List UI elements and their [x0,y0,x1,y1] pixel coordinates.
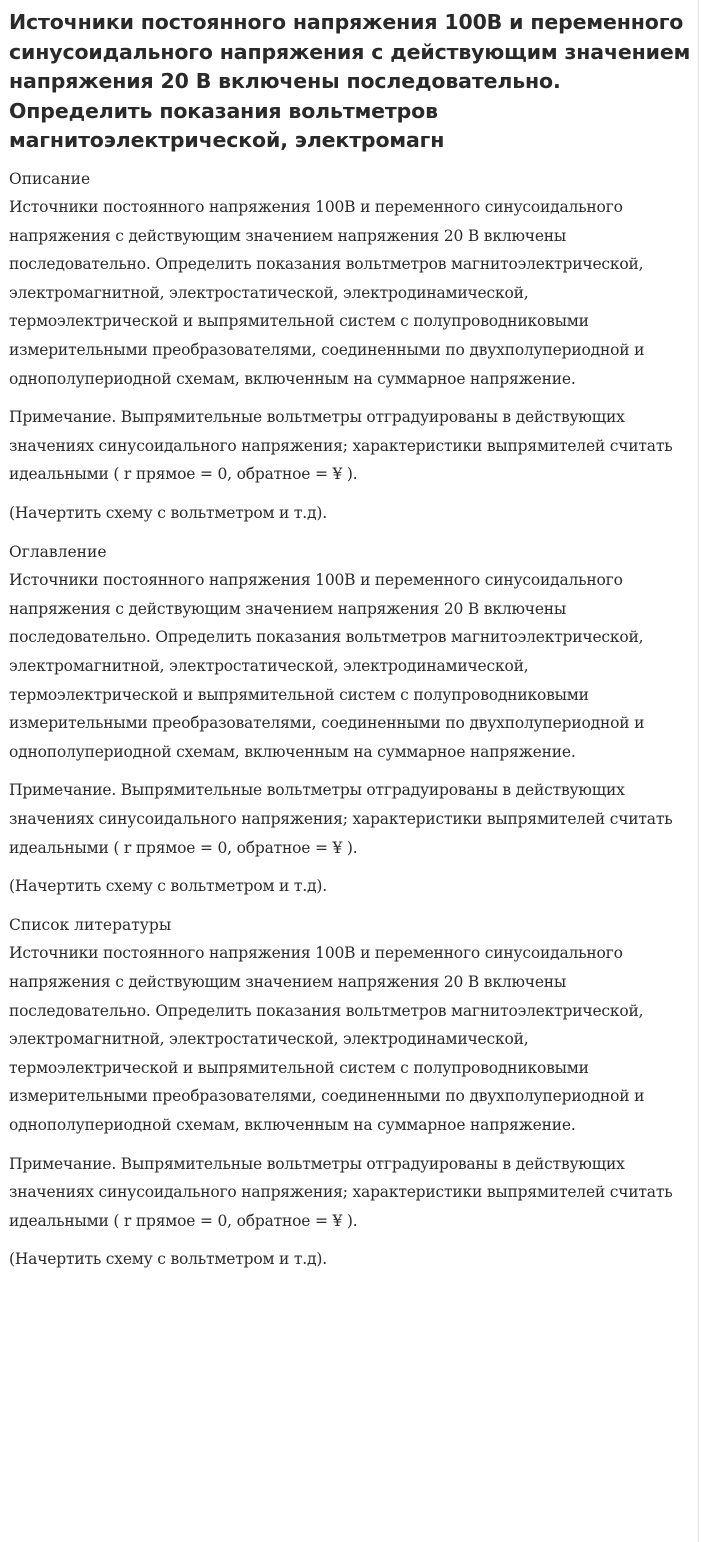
section-label-description: Описание [9,169,91,188]
page-title: Источники постоянного напряжения 100В и переменного синусоидального напряжения с действующим значением напряжения 20 В включены последовательно. Определить показания вольтметров магнитоэлектрической, электромагн [9,10,691,152]
section-label-contents: Оглавление [9,542,107,561]
section-label-references: Список литературы [9,915,172,934]
references-paragraph-note: Примечание. Выпрямительные вольтметры отградуированы в действующих значениях синусоидального напряжения; характеристики выпрямителей считать идеальными ( r прямое = 0, обратное = ¥ ). [9,1154,673,1230]
references-paragraph-main: Источники постоянного напряжения 100В и переменного синусоидального напряжения с действующим значением напряжения 20 В включены последовательно. Определить показания вольтметров магнитоэлектрической, электромагнитной, электростатической, электродинамической, термоэлектрической и выпрямительной систем с полупроводниковыми измерительными преобразователями, соединенными по двухполупериодной и однополупериодной схемам, включенным на суммарное напряжение. [9,944,645,1134]
description-paragraph-note: Примечание. Выпрямительные вольтметры отградуированы в действующих значениях синусоидального напряжения; характеристики выпрямителей считать идеальными ( r прямое = 0, обратное = ¥ ). [9,408,673,484]
section-references [9,911,692,1274]
contents-paragraph-instruction: (Начертить схему с вольтметром и т.д). [9,877,327,896]
section-contents [9,538,692,901]
references-paragraph-instruction: (Начертить схему с вольтметром и т.д). [9,1250,327,1269]
contents-paragraph-main: Источники постоянного напряжения 100В и переменного синусоидального напряжения с действующим значением напряжения 20 В включены последовательно. Определить показания вольтметров магнитоэлектрической, электромагнитной, электростатической, электродинамической, термоэлектрической и выпрямительной систем с полупроводниковыми измерительными преобразователями, соединенными по двухполупериодной и однополупериодной схемам, включенным на суммарное напряжение. [9,571,645,761]
description-paragraph-instruction: (Начертить схему с вольтметром и т.д). [9,504,327,523]
section-description [9,165,692,528]
contents-paragraph-note: Примечание. Выпрямительные вольтметры отградуированы в действующих значениях синусоидального напряжения; характеристики выпрямителей считать идеальными ( r прямое = 0, обратное = ¥ ). [9,781,673,857]
description-paragraph-main: Источники постоянного напряжения 100В и переменного синусоидального напряжения с действующим значением напряжения 20 В включены последовательно. Определить показания вольтметров магнитоэлектрической, электромагнитной, электростатической, электродинамической, термоэлектрической и выпрямительной систем с полупроводниковыми измерительными преобразователями, соединенными по двухполупериодной и однополупериодной схемам, включенным на суммарное напряжение. [9,198,645,388]
